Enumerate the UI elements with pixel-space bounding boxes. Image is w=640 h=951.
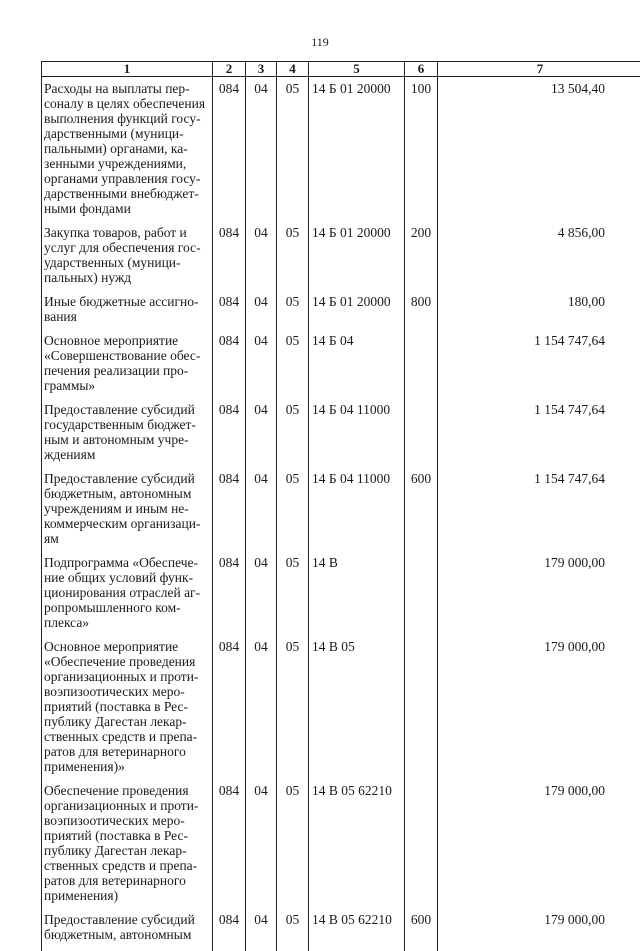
row-name-line: применения)»: [44, 759, 211, 774]
subsection-code-cell: 05: [277, 333, 309, 402]
table-row: [42, 555, 640, 639]
column-header-expense-type: 6: [405, 62, 438, 77]
row-name-line: граммы»: [44, 378, 211, 393]
row-name-line: ратов для ветеринарного: [44, 744, 211, 759]
target-article-cell: 14 Б 04 11000: [309, 471, 405, 555]
row-name-line: ственных средств и препа-: [44, 858, 211, 873]
expense-type-cell: [405, 333, 438, 402]
section-code-cell: 04: [246, 402, 277, 471]
table-row: [42, 912, 640, 951]
table-row: [42, 639, 640, 783]
expense-type-cell: [405, 402, 438, 471]
subsection-code-cell: 05: [277, 555, 309, 639]
subsection-code-cell: 05: [277, 639, 309, 783]
subsection-code-cell: 05: [277, 77, 309, 226]
row-name-cell: [42, 294, 213, 333]
row-name-cell: [42, 639, 213, 783]
amount-cell: 1 154 747,64: [438, 402, 640, 471]
row-name-line: учреждениям и иным не-: [44, 501, 211, 516]
amount-cell: 1 154 747,64: [438, 333, 640, 402]
row-name-line: соналу в целях обеспечения: [44, 96, 211, 111]
amount-cell: 179 000,00: [438, 639, 640, 783]
row-name-cell: [42, 402, 213, 471]
row-name-line: ратов для ветеринарного: [44, 873, 211, 888]
column-header-section: 3: [246, 62, 277, 77]
row-name-line: приятий (поставка в Рес-: [44, 699, 211, 714]
ministry-code-cell: 084: [213, 783, 246, 912]
ministry-code-cell: 084: [213, 294, 246, 333]
row-name-cell: [42, 225, 213, 294]
row-name-cell: [42, 77, 213, 226]
row-name-line: применения): [44, 888, 211, 903]
ministry-code-cell: 084: [213, 77, 246, 226]
row-name-line: ждениям: [44, 447, 211, 462]
row-name-line: зенными учреждениями,: [44, 156, 211, 171]
budget-table: [41, 61, 640, 951]
row-name-line: дарственными внебюджет-: [44, 186, 211, 201]
row-name-line: пальных) нужд: [44, 270, 211, 285]
section-code-cell: 04: [246, 555, 277, 639]
amount-cell: 179 000,00: [438, 912, 640, 951]
target-article-cell: 14 В 05 62210: [309, 912, 405, 951]
row-name-line: выполнения функций госу-: [44, 111, 211, 126]
target-article-cell: 14 Б 01 20000: [309, 77, 405, 226]
expense-type-cell: [405, 555, 438, 639]
row-name-line: бюджетным, автономным: [44, 927, 211, 942]
row-name-line: воэпизоотических меро-: [44, 813, 211, 828]
table-row: [42, 783, 640, 912]
row-name-line: государственным бюджет-: [44, 417, 211, 432]
row-name-line: Основное мероприятие: [44, 333, 211, 348]
row-name-line: ционирования отраслей аг-: [44, 585, 211, 600]
amount-cell: 179 000,00: [438, 555, 640, 639]
target-article-cell: 14 В: [309, 555, 405, 639]
row-name-cell: [42, 555, 213, 639]
row-name-line: ние общих условий функ-: [44, 570, 211, 585]
row-name-line: Основное мероприятие: [44, 639, 211, 654]
subsection-code-cell: 05: [277, 912, 309, 951]
subsection-code-cell: 05: [277, 402, 309, 471]
target-article-cell: 14 Б 01 20000: [309, 225, 405, 294]
row-name-line: Предоставление субсидий: [44, 402, 211, 417]
amount-cell: 4 856,00: [438, 225, 640, 294]
target-article-cell: 14 В 05 62210: [309, 783, 405, 912]
table-header-row: [42, 62, 640, 77]
row-name-line: публику Дагестан лекар-: [44, 714, 211, 729]
section-code-cell: 04: [246, 639, 277, 783]
row-name-line: Предоставление субсидий: [44, 471, 211, 486]
column-header-subsection: 4: [277, 62, 309, 77]
row-name-line: органами управления госу-: [44, 171, 211, 186]
row-name-line: вания: [44, 309, 211, 324]
section-code-cell: 04: [246, 294, 277, 333]
ministry-code-cell: 084: [213, 402, 246, 471]
amount-cell: 13 504,40: [438, 77, 640, 226]
row-name-line: «Совершенствование обес-: [44, 348, 211, 363]
row-name-line: организационных и проти-: [44, 798, 211, 813]
subsection-code-cell: 05: [277, 225, 309, 294]
row-name-cell: [42, 471, 213, 555]
column-header-ministry: 2: [213, 62, 246, 77]
table-row: [42, 294, 640, 333]
ministry-code-cell: 084: [213, 225, 246, 294]
ministry-code-cell: 084: [213, 471, 246, 555]
row-name-line: ными фондами: [44, 201, 211, 216]
row-name-cell: [42, 912, 213, 951]
ministry-code-cell: 084: [213, 912, 246, 951]
amount-cell: 180,00: [438, 294, 640, 333]
row-name-line: Иные бюджетные ассигно-: [44, 294, 211, 309]
row-name-line: Подпрограмма «Обеспече-: [44, 555, 211, 570]
row-name-line: воэпизоотических меро-: [44, 684, 211, 699]
row-name-line: дарственными (муници-: [44, 126, 211, 141]
row-name-line: приятий (поставка в Рес-: [44, 828, 211, 843]
table-row: [42, 471, 640, 555]
row-name-line: публику Дагестан лекар-: [44, 843, 211, 858]
expense-type-cell: 800: [405, 294, 438, 333]
section-code-cell: 04: [246, 912, 277, 951]
row-name-line: Закупка товаров, работ и: [44, 225, 211, 240]
row-name-line: печения реализации про-: [44, 363, 211, 378]
section-code-cell: 04: [246, 333, 277, 402]
section-code-cell: 04: [246, 783, 277, 912]
row-name-line: ударственных (муници-: [44, 255, 211, 270]
row-name-line: ственных средств и препа-: [44, 729, 211, 744]
row-name-line: Расходы на выплаты пер-: [44, 81, 211, 96]
ministry-code-cell: 084: [213, 555, 246, 639]
table-row: [42, 77, 640, 226]
target-article-cell: 14 Б 04: [309, 333, 405, 402]
expense-type-cell: 600: [405, 471, 438, 555]
row-name-line: «Обеспечение проведения: [44, 654, 211, 669]
ministry-code-cell: 084: [213, 333, 246, 402]
subsection-code-cell: 05: [277, 294, 309, 333]
page-number: 119: [0, 35, 640, 50]
row-name-line: услуг для обеспечения гос-: [44, 240, 211, 255]
expense-type-cell: [405, 639, 438, 783]
row-name-line: плекса»: [44, 615, 211, 630]
target-article-cell: 14 Б 04 11000: [309, 402, 405, 471]
column-header-name: 1: [42, 62, 213, 77]
table-row: [42, 225, 640, 294]
amount-cell: 179 000,00: [438, 783, 640, 912]
expense-type-cell: 600: [405, 912, 438, 951]
row-name-line: ям: [44, 531, 211, 546]
table-row: [42, 402, 640, 471]
subsection-code-cell: 05: [277, 783, 309, 912]
column-header-amount: 7: [438, 62, 640, 77]
row-name-line: коммерческим организаци-: [44, 516, 211, 531]
table-row: [42, 333, 640, 402]
row-name-line: ным и автономным учре-: [44, 432, 211, 447]
subsection-code-cell: 05: [277, 471, 309, 555]
section-code-cell: 04: [246, 225, 277, 294]
target-article-cell: 14 В 05: [309, 639, 405, 783]
row-name-line: ропромышленного ком-: [44, 600, 211, 615]
section-code-cell: 04: [246, 471, 277, 555]
column-header-target-article: 5: [309, 62, 405, 77]
row-name-line: Обеспечение проведения: [44, 783, 211, 798]
target-article-cell: 14 Б 01 20000: [309, 294, 405, 333]
row-name-line: бюджетным, автономным: [44, 486, 211, 501]
expense-type-cell: 100: [405, 77, 438, 226]
section-code-cell: 04: [246, 77, 277, 226]
ministry-code-cell: 084: [213, 639, 246, 783]
row-name-cell: [42, 783, 213, 912]
expense-type-cell: 200: [405, 225, 438, 294]
row-name-line: Предоставление субсидий: [44, 912, 211, 927]
expense-type-cell: [405, 783, 438, 912]
amount-cell: 1 154 747,64: [438, 471, 640, 555]
row-name-line: организационных и проти-: [44, 669, 211, 684]
row-name-cell: [42, 333, 213, 402]
row-name-line: пальными) органами, ка-: [44, 141, 211, 156]
